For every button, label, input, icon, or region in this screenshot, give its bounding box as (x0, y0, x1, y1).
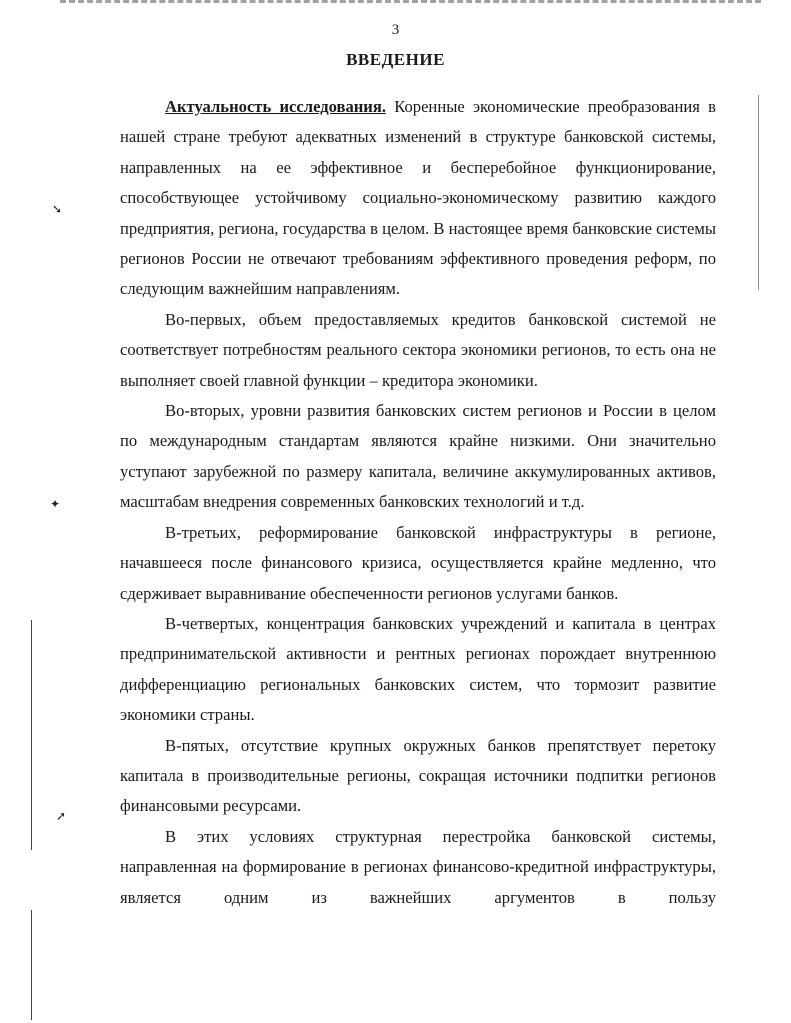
paragraph-second: Во-вторых, уровни развития банковских систем регионов и России в целом по международным стандартам являются крайне низкими. Они значительно уступают зарубежной по размеру капитала, величине аккумулированных активов, масштабам внедрения современных банковских технологий и т.д. (120, 401, 716, 512)
scan-edge-artifact (60, 0, 761, 7)
margin-mark-icon: ➘ (52, 202, 63, 216)
paragraph-first: Во-первых, объем предоставляемых кредитов банковской системой не соответствует потребностям реального сектора экономики регионов, то есть она не выполняет своей главной функции – кредитора экономики. (120, 309, 716, 390)
paragraph-fourth: В-четвертых, концентрация банковских учреждений и капитала в центрах предпринимательской активности и рентных регионах порождает внутреннюю дифференциацию региональных банковских систем, что тормозит развитие экономики страны. (120, 613, 716, 725)
page-title: ВВЕДЕНИЕ (346, 50, 445, 69)
document-body (120, 92, 716, 913)
scan-margin-line (758, 95, 759, 290)
paragraph-conditions: В этих условиях структурная перестройка банковской системы, направленная на формирование в регионах финансово-кредитной инфраструктуры, является одним из важнейших аргументов в пользу (120, 826, 716, 907)
paragraph-fifth: В-пятых, отсутствие крупных окружных банков препятствует перетоку капитала в производительные регионы, сокращая источники подпитки регионов финансовыми ресурсами. (120, 735, 716, 816)
margin-mark-icon: ➚ (56, 809, 67, 823)
margin-mark-icon: ✦ (50, 497, 61, 511)
paragraph-lead: Актуальность исследования. (165, 97, 386, 116)
scan-margin-line (31, 620, 32, 850)
paragraph-text: Коренные экономические преобразования в нашей стране требуют адекватных изменений в структуре банковской системы, направленных на ее эффективное и бесперебойное функционирование, способствующее устойчивому социально-экономическому развитию каждого предприятия, региона, государства в целом. В настоящее время банковские системы регионов России не отвечают требованиям эффективного проведения реформ, по следующим важнейшим направлениям. (120, 97, 716, 299)
paragraph-third: В-третьих, реформирование банковской инфраструктуры в регионе, начавшееся после финансового кризиса, осуществляется крайне медленно, что сдерживает выравнивание обеспеченности регионов услугами банков. (120, 522, 716, 603)
paragraph-relevance (120, 92, 716, 305)
scan-margin-line (31, 910, 32, 1020)
page-number: 3 (391, 22, 400, 38)
